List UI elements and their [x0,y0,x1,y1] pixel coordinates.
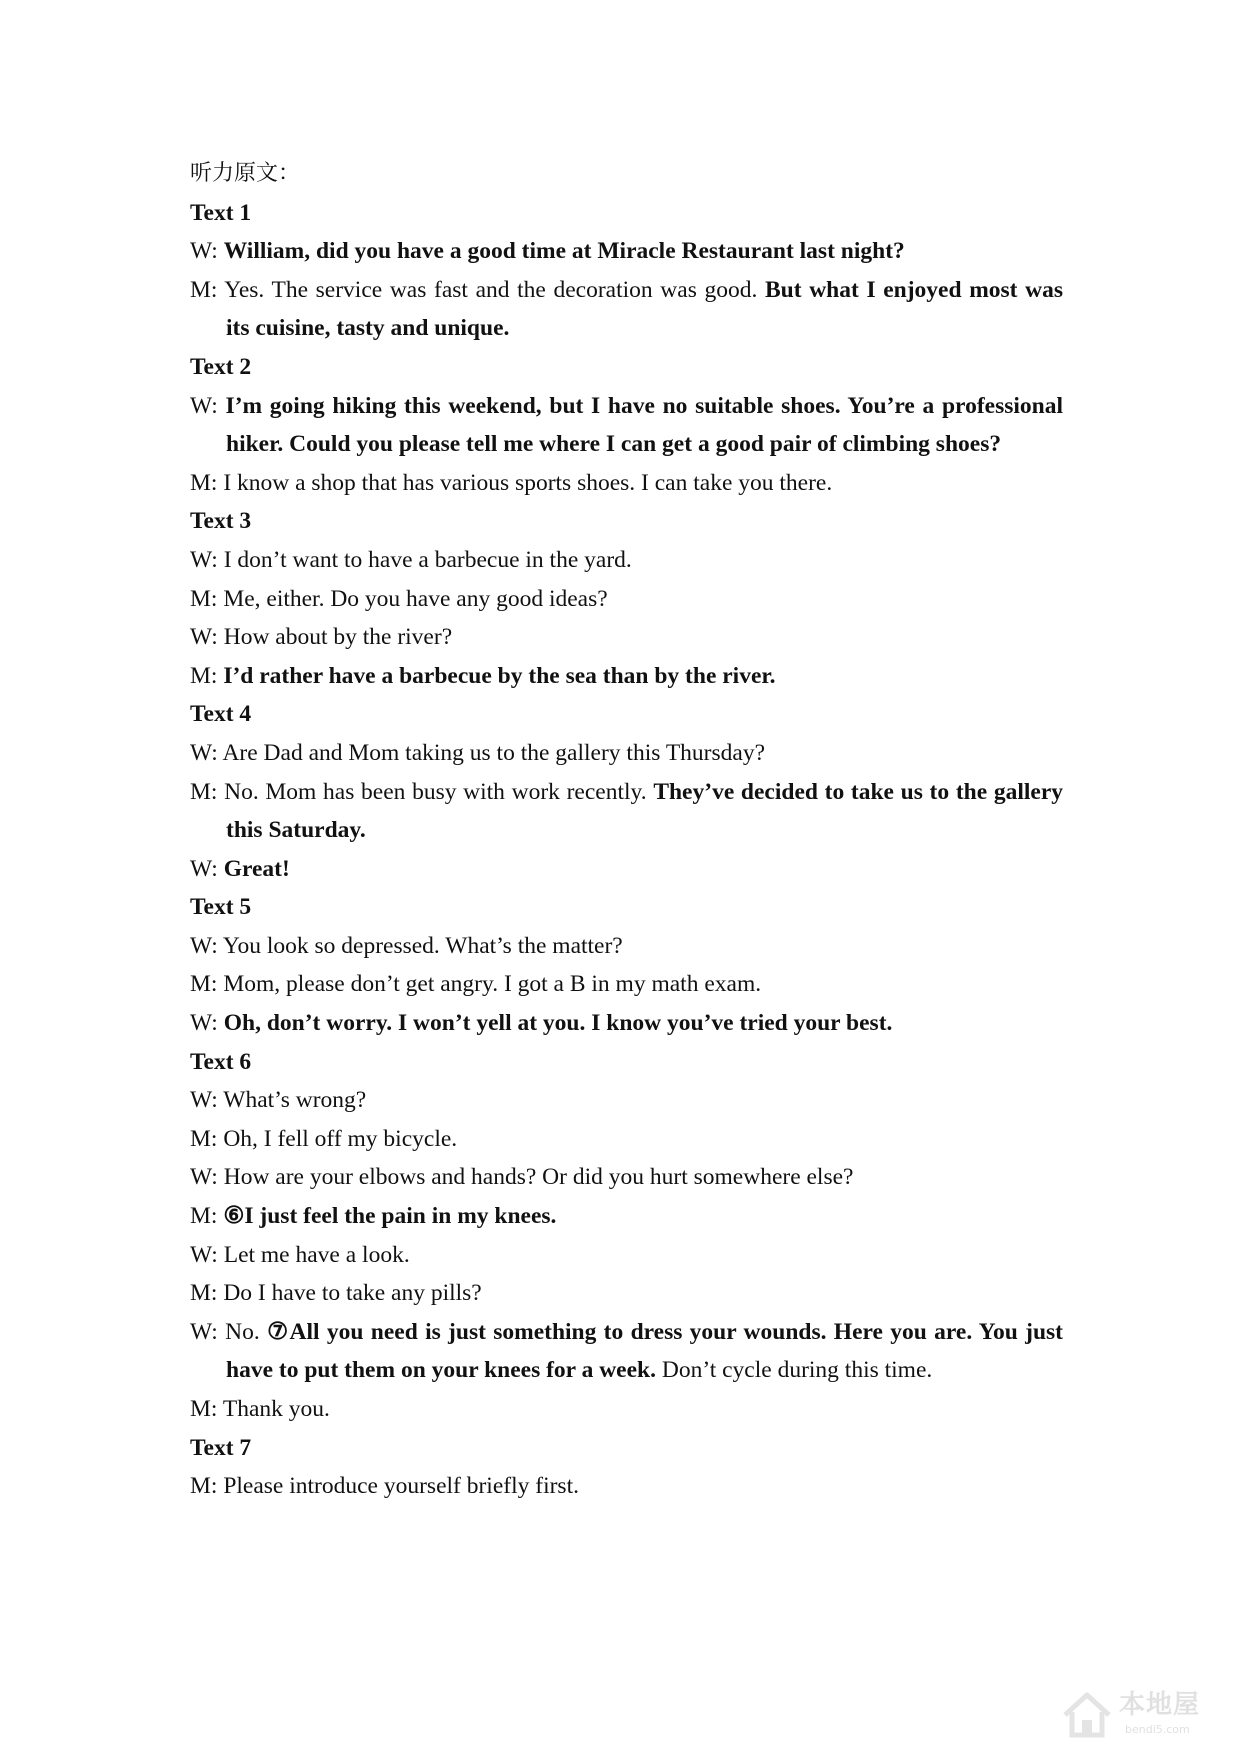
watermark-site-url: bendi5.com [1125,1723,1190,1736]
speaker-label: W: [190,932,218,959]
speaker-label: M: [190,662,218,689]
speaker-label: W: [190,624,218,651]
dialogue-line [190,387,1063,464]
bold-text: But what I enjoyed most was its cuisine, tasty and unique. [226,276,1063,342]
plain-text: Don’t cycle during this time. [655,1357,933,1384]
plain-text: Oh, I fell off my bicycle. [223,1125,458,1152]
dialogue-line [190,464,1063,503]
page-heading: 听力原文： [190,161,301,186]
plain-text: Are Dad and Mom taking us to the gallery this Thursday? [222,739,766,766]
section-title: Text 6 [190,1048,252,1075]
dialogue-line [190,657,1063,696]
section-title: Text 2 [190,353,252,380]
bold-text: ⑦All you need is just something to dress your wounds. Here you are. You just have to put them on your knees for a week. [226,1318,1063,1384]
bold-text: Great! [223,855,290,882]
plain-text: What’s wrong? [223,1087,367,1114]
plain-text: No. Mom has been busy with work recently. [224,778,654,805]
speaker-label: M: [190,971,218,998]
site-watermark [1061,1689,1221,1741]
dialogue-line [190,580,1063,619]
dialogue-line [190,1158,1063,1197]
transcript-page [190,155,1063,1506]
dialogue-line [190,541,1063,580]
dialogue-line [190,1081,1063,1120]
speaker-label: M: [190,778,218,805]
speaker-label: W: [190,1318,218,1345]
dialogue-line [190,232,1063,271]
dialogue-line [190,1467,1063,1506]
speaker-label: M: [190,585,218,612]
speaker-label: M: [190,1203,218,1230]
plain-text: Let me have a look. [223,1241,410,1268]
speaker-label: W: [190,1241,218,1268]
bold-text: William, did you have a good time at Miracle Restaurant last night? [223,238,905,265]
speaker-label: M: [190,276,218,303]
plain-text: Thank you. [222,1396,330,1422]
sections-container [190,194,1063,1506]
watermark-site-name: 本地屋 [1119,1690,1201,1720]
plain-text: How are your elbows and hands? Or did you hurt somewhere else? [223,1164,854,1191]
speaker-label: M: [190,1280,218,1307]
dialogue-line [190,618,1063,657]
dialogue-line [190,1197,1063,1236]
speaker-label: W: [190,1087,218,1114]
plain-text: I don’t want to have a barbecue in the yard. [223,546,632,573]
dialogue-line [190,1120,1063,1159]
speaker-label: W: [190,855,218,882]
section-title: Text 5 [190,894,252,921]
bold-text: They’ve decided to take us to the gallery this Saturday. [226,778,1064,844]
dialogue-line [190,850,1063,889]
speaker-label: W: [190,546,218,573]
plain-text: How about by the river? [223,624,453,651]
dialogue-line [190,1313,1063,1390]
plain-text: No. [225,1318,268,1345]
dialogue-line [190,773,1063,850]
speaker-label: M: [190,1396,218,1422]
speaker-label: W: [190,1010,218,1037]
plain-text: You look so depressed. What’s the matter? [222,932,623,959]
speaker-label: M: [190,1125,218,1152]
section-title: Text 7 [190,1434,252,1461]
plain-text: Do I have to take any pills? [223,1280,482,1307]
plain-text: I know a shop that has various sports shoes. I can take you there. [223,469,833,496]
dialogue-line [190,927,1063,966]
plain-text: Mom, please don’t get angry. I got a B in my math exam. [223,971,762,998]
dialogue-line [190,734,1063,773]
bold-text: ⑥I just feel the pain in my knees. [223,1203,557,1230]
dialogue-line [190,1236,1063,1275]
speaker-label: M: [190,1473,218,1500]
speaker-label: W: [190,1164,218,1191]
speaker-label: M: [190,469,218,496]
plain-text: Me, either. Do you have any good ideas? [223,585,608,612]
dialogue-line [190,1390,1063,1429]
dialogue-line [190,1274,1063,1313]
plain-text: Yes. The service was fast and the decoration was good. [224,276,765,303]
plain-text: Please introduce yourself briefly first. [223,1473,579,1500]
dialogue-line [190,965,1063,1004]
speaker-label: W: [190,392,218,419]
dialogue-line [190,271,1063,348]
dialogue-line [190,1004,1063,1043]
bold-text: Oh, don’t worry. I won’t yell at you. I know you’ve tried your best. [223,1010,893,1037]
bold-text: I’m going hiking this weekend, but I have no suitable shoes. You’re a professional hiker. Could you please tell me where I can get a good pair of climbing shoes? [225,392,1063,458]
speaker-label: W: [190,238,218,265]
house-logo-icon [1061,1691,1113,1739]
section-title: Text 3 [190,508,252,535]
section-title: Text 1 [190,199,252,226]
bold-text: I’d rather have a barbecue by the sea than by the river. [223,662,776,689]
speaker-label: W: [190,739,218,766]
section-title: Text 4 [190,701,252,728]
